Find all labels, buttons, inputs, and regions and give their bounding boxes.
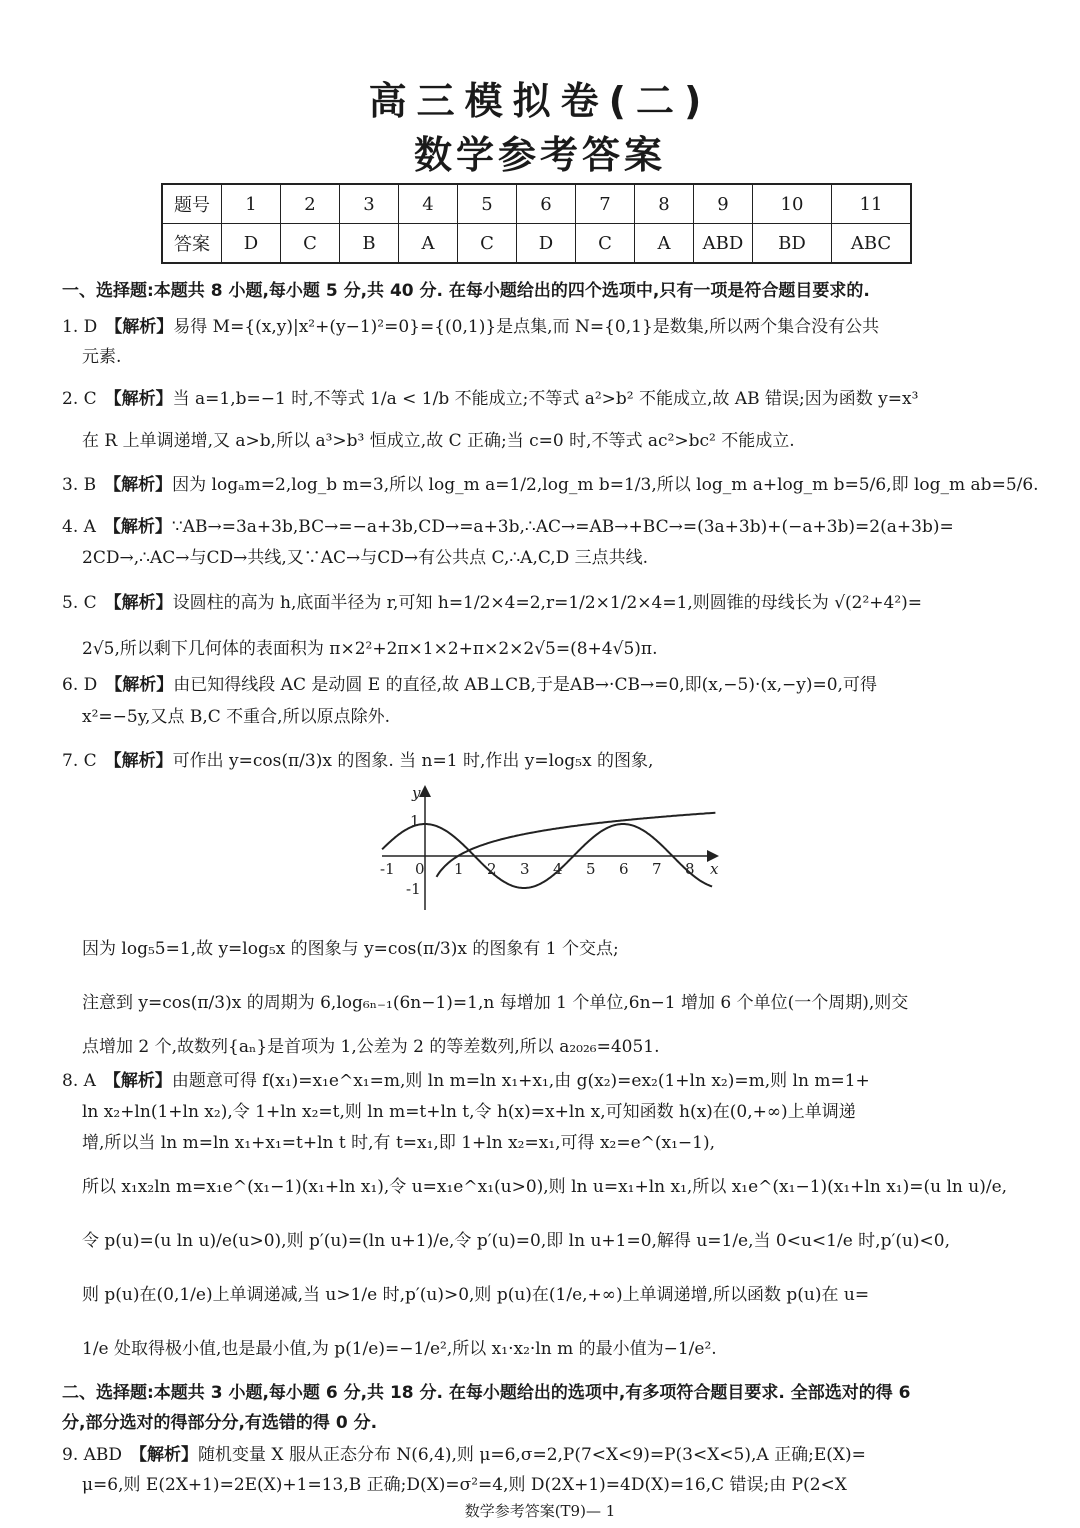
table-cell: C (576, 224, 635, 264)
solution-line (82, 1280, 1042, 1305)
analysis-tag: 【解析】 (103, 1071, 172, 1091)
solution-line (62, 384, 1022, 409)
question-number: 2. C (62, 389, 97, 409)
table-cell: 11 (832, 184, 912, 224)
solution-text: 设圆柱的高为 h,底面半径为 r,可知 h=1/2×4=2,r=1/2×1/2×4=1,则圆锥的母线长为 √(2²+4²)= (172, 593, 923, 613)
function-graph (378, 782, 723, 912)
analysis-tag: 【解析】 (105, 675, 174, 695)
solution-text: 2CD→,∴AC→与CD→共线,又∵AC→与CD→有公共点 C,∴A,C,D 三点共线. (82, 548, 649, 568)
solution-text: x²=−5y,又点 B,C 不重合,所以原点除外. (82, 707, 390, 727)
table-cell: 8 (635, 184, 694, 224)
solution-text: 增,所以当 ln m=ln x₁+x₁=t+ln t 时,有 t=x₁,即 1+ln x₂=x₁,可得 x₂=e^(x₁−1), (82, 1133, 716, 1153)
question-number: 4. A (62, 517, 96, 537)
x-tick-label: 3 (520, 860, 530, 878)
solution-line (62, 470, 1039, 495)
solution-line (82, 1128, 1042, 1153)
solution-line (62, 512, 1022, 537)
table-header-number: 题号 (162, 184, 222, 224)
solution-line (82, 342, 1042, 367)
question-number: 1. D (62, 317, 98, 337)
log-curve (437, 813, 716, 877)
solution-text: 在 R 上单调递增,又 a>b,所以 a³>b³ 恒成立,故 C 正确;当 c=0 时,不等式 ac²>bc² 不能成立. (82, 431, 795, 451)
solution-line (82, 1226, 1042, 1251)
x-tick-label: 0 (415, 860, 425, 878)
question-number: 3. B (62, 475, 97, 495)
table-cell: 4 (399, 184, 458, 224)
x-tick-label: 4 (553, 860, 563, 878)
solution-text: ∵AB→=3a+3b,BC→=−a+3b,CD→=a+3b,∴AC→=AB→+BC→=(3a+3b)+(−a+3b)=2(a+3b)= (171, 517, 954, 537)
table-cell: C (281, 224, 340, 264)
table-cell: A (399, 224, 458, 264)
analysis-tag: 【解析】 (104, 389, 173, 409)
solution-line (82, 1032, 1042, 1057)
solution-text: 由已知得线段 AC 是动圆 E 的直径,故 AB⊥CB,于是AB→·CB→=0,即(x,−5)·(x,−y)=0,可得 (173, 675, 877, 695)
solution-line (82, 988, 1042, 1013)
x-tick-label: 7 (652, 860, 662, 878)
solution-text: 当 a=1,b=−1 时,不等式 1/a < 1/b 不能成立;不等式 a²>b² 不能成立,故 AB 错误;因为函数 y=x³ (172, 389, 919, 409)
analysis-tag: 【解析】 (104, 751, 173, 771)
table-cell: 3 (340, 184, 399, 224)
table-cell: BD (753, 224, 832, 264)
x-tick-label: 5 (586, 860, 596, 878)
table-cell: A (635, 224, 694, 264)
solution-line (82, 426, 1042, 451)
page-subtitle: 数学参考答案 (413, 133, 666, 177)
table-header-answer: 答案 (162, 224, 222, 264)
solution-text: ln x₂+ln(1+ln x₂),令 1+ln x₂=t,则 ln m=t+ln t,令 h(x)=x+ln x,可知函数 h(x)在(0,+∞)上单调递 (82, 1102, 856, 1122)
solution-text: μ=6,则 E(2X+1)=2E(X)+1=13,B 正确;D(X)=σ²=4,则 D(2X+1)=4D(X)=16,C 错误;由 P(2<X (82, 1475, 847, 1495)
y-tick-label: -1 (406, 880, 421, 898)
solution-text: 可作出 y=cos(π/3)x 的图象. 当 n=1 时,作出 y=log₅x 的图象, (172, 751, 654, 771)
solution-line (82, 1172, 1042, 1197)
table-cell: C (458, 224, 517, 264)
table-cell: 1 (222, 184, 281, 224)
question-number: 9. ABD (62, 1445, 123, 1465)
page-title: 高三模拟卷(二) (368, 79, 712, 123)
page-footer: 数学参考答案(T9)— 1 (464, 1502, 616, 1520)
solution-text: 随机变量 X 服从正态分布 N(6,4),则 μ=6,σ=2,P(7<X<9)=P(3<X<5),A 正确;E(X)= (198, 1445, 866, 1465)
x-tick-label: 2 (487, 860, 497, 878)
solution-text: 所以 x₁x₂ln m=x₁e^(x₁−1)(x₁+ln x₁),令 u=x₁e^x₁(u>0),则 ln u=x₁+ln x₁,所以 x₁e^(x₁−1)(x₁+ln x₁)=(u ln u)/e, (82, 1177, 1008, 1197)
solution-line (62, 312, 1022, 337)
solution-text: 注意到 y=cos(π/3)x 的周期为 6,log₆ₙ₋₁(6n−1)=1,n 每增加 1 个单位,6n−1 增加 6 个单位(一个周期),则交 (82, 993, 909, 1013)
section-heading-2-cont: 分,部分选对的得部分分,有选错的得 0 分. (62, 1413, 378, 1433)
solution-text: 1/e 处取得极小值,也是最小值,为 p(1/e)=−1/e²,所以 x₁·x₂·ln m 的最小值为−1/e². (82, 1339, 717, 1359)
solution-line (62, 1440, 1022, 1465)
table-cell: 5 (458, 184, 517, 224)
table-cell: ABD (694, 224, 753, 264)
analysis-tag: 【解析】 (105, 317, 174, 337)
y-tick-label: 1 (410, 812, 420, 830)
table-cell: 2 (281, 184, 340, 224)
solution-text: 因为 logₐm=2,log_b m=3,所以 log_m a=1/2,log_m b=1/3,所以 log_m a+log_m b=5/6,即 log_m ab=5/6. (172, 475, 1039, 495)
answer-table (161, 183, 912, 264)
section-heading-1: 一、选择题:本题共 8 小题,每小题 5 分,共 40 分. 在每小题给出的四个选项中,只有一项是符合题目要求的. (62, 281, 870, 301)
solution-text: 由题意可得 f(x₁)=x₁e^x₁=m,则 ln m=ln x₁+x₁,由 g(x₂)=ex₂(1+ln x₂)=m,则 ln m=1+ (171, 1071, 870, 1091)
table-cell: 9 (694, 184, 753, 224)
analysis-tag: 【解析】 (103, 517, 172, 537)
solution-line (82, 1334, 1042, 1359)
analysis-tag: 【解析】 (104, 593, 173, 613)
solution-text: 易得 M={(x,y)|x²+(y−1)²=0}={(0,1)}是点集,而 N={0,1}是数集,所以两个集合没有公共 (173, 317, 880, 337)
table-cell: 7 (576, 184, 635, 224)
solution-text: 2√5,所以剩下几何体的表面积为 π×2²+2π×1×2+π×2×2√5=(8+4√5)π. (82, 639, 658, 659)
solution-text: 点增加 2 个,故数列{aₙ}是首项为 1,公差为 2 的等差数列,所以 a₂₀₂₆=4051. (82, 1037, 660, 1057)
solution-line (82, 934, 1042, 959)
table-cell: D (517, 224, 576, 264)
solution-line (62, 670, 1022, 695)
y-axis-label: y (412, 784, 421, 802)
solution-line (82, 634, 1042, 659)
table-cell: 6 (517, 184, 576, 224)
solution-line (62, 1066, 1022, 1091)
solution-line (82, 1470, 1042, 1495)
solution-text: 因为 log₅5=1,故 y=log₅x 的图象与 y=cos(π/3)x 的图象有 1 个交点; (82, 939, 619, 959)
solution-text: 元素. (82, 347, 122, 367)
section-heading-2: 二、选择题:本题共 3 小题,每小题 6 分,共 18 分. 在每小题给出的选项中,有多项符合题目要求. 全部选对的得 6 (62, 1383, 911, 1403)
question-number: 8. A (62, 1071, 96, 1091)
solution-line (82, 702, 1042, 727)
solution-line (62, 588, 1022, 613)
solution-text: 则 p(u)在(0,1/e)上单调递减,当 u>1/e 时,p′(u)>0,则 p(u)在(1/e,+∞)上单调递增,所以函数 p(u)在 u= (82, 1285, 870, 1305)
question-number: 5. C (62, 593, 97, 613)
solution-text: 令 p(u)=(u ln u)/e(u>0),则 p′(u)=(ln u+1)/e,令 p′(u)=0,即 ln u+1=0,解得 u=1/e,当 0<u<1/e 时,p′(u)<0, (82, 1231, 951, 1251)
solution-line (82, 1097, 1042, 1122)
table-row-numbers (162, 184, 911, 224)
table-cell: D (222, 224, 281, 264)
solution-line (82, 543, 1042, 568)
x-tick-label: 1 (454, 860, 464, 878)
analysis-tag: 【解析】 (104, 475, 173, 495)
x-axis-label: x (710, 860, 719, 878)
question-number: 7. C (62, 751, 97, 771)
table-cell: ABC (832, 224, 912, 264)
analysis-tag: 【解析】 (130, 1445, 199, 1465)
x-tick-label: 8 (685, 860, 695, 878)
question-number: 6. D (62, 675, 98, 695)
table-cell: 10 (753, 184, 832, 224)
solution-line (62, 746, 1022, 771)
table-row-answers (162, 224, 911, 264)
x-tick-label: 6 (619, 860, 629, 878)
table-cell: B (340, 224, 399, 264)
x-tick-label: -1 (380, 860, 395, 878)
